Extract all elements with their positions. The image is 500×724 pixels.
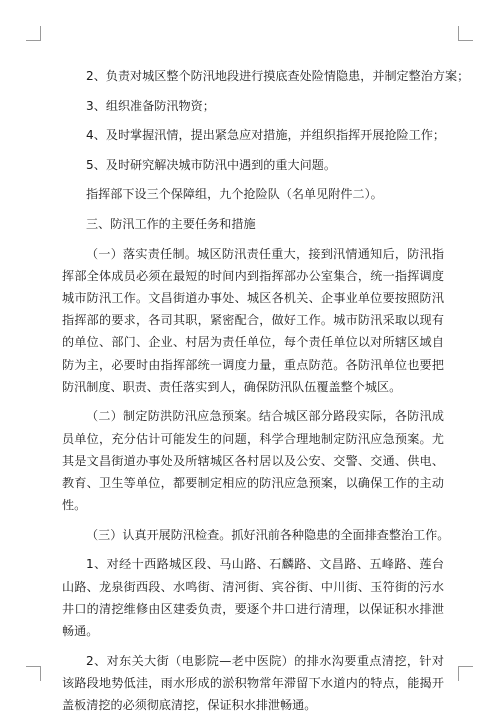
crop-mark-bottom-left	[26, 666, 41, 681]
paragraph-inspection: （三）认真开展防汛检查。抓好汛前各种隐患的全面排查整治工作。	[86, 527, 450, 542]
section-heading-tasks: 三、防汛工作的主要任务和措施	[86, 216, 256, 231]
paragraph-subgroups: 指挥部下设三个保障组，九个抢险队（名单见附件二）。	[86, 187, 383, 202]
paragraph-duty-2: 2、负责对城区整个防汛地段进行摸底查处险情隐患，并制定整治方案；	[86, 69, 470, 83]
paragraph-item-2-drain-cleaning: 2、对东关大街（电影院—老中医院）的排水沟要重点清挖，针对该路段地势低洼，雨水形成的淤积物常年滞留下水道内的特点，能揭开盖板清挖的必须彻底清挖，保证积水排泄畅通。	[62, 653, 444, 712]
paragraph-item-1-sewer-cleaning: 1、对经十西路城区段、马山路、石麟路、文昌路、五峰路、莲台山路、龙泉街西段、水鸣街、清河街、宾谷街、中川街、玉符街的污水井口的清挖维修由区建委负责，要逐个井口进行清理，以保证积水排泄畅通。	[62, 557, 444, 638]
paragraph-responsibility: （一）落实责任制。城区防汛责任重大，接到汛情通知后，防汛指挥部全体成员必须在最短的时间内到指挥部办公室集合，统一指挥调度城市防汛工作。文昌街道办事处、城区各机关、企事业单位要按照防汛指挥部的要求，各司其职，紧密配合，做好工作。城市防汛采取以现有的单位、部门、企业、村居为责任单位，每个责任单位以对所辖区域自防为主，必要时由指挥部统一调度力量，重点防范。各防汛单位也要把防汛制度、职责、责任落实到人，确保防汛队伍覆盖整个城区。	[62, 246, 444, 394]
paragraph-duty-3: 3、组织准备防汛物资；	[86, 98, 215, 113]
paragraph-duty-4: 4、及时掌握汛情，提出紧急应对措施，并组织指挥开展抢险工作；	[86, 128, 446, 143]
crop-mark-top-left	[26, 26, 41, 41]
paragraph-duty-5: 5、及时研究解决城市防汛中遇到的重大问题。	[86, 157, 336, 172]
paragraph-emergency-plan: （二）制定防洪防汛应急预案。结合城区部分路段实际，各防汛成员单位，充分估计可能发生的问题，科学合理地制定防汛应急预案。尤其是文昌街道办事处及所辖城区各村居以及公安、交警、交通、供电、教育、卫生等单位，都要制定相应的防汛应急预案，以确保工作的主动性。	[62, 409, 444, 513]
document-body	[62, 65, 470, 724]
crop-mark-top-right	[458, 26, 473, 41]
crop-mark-bottom-right	[458, 666, 473, 681]
